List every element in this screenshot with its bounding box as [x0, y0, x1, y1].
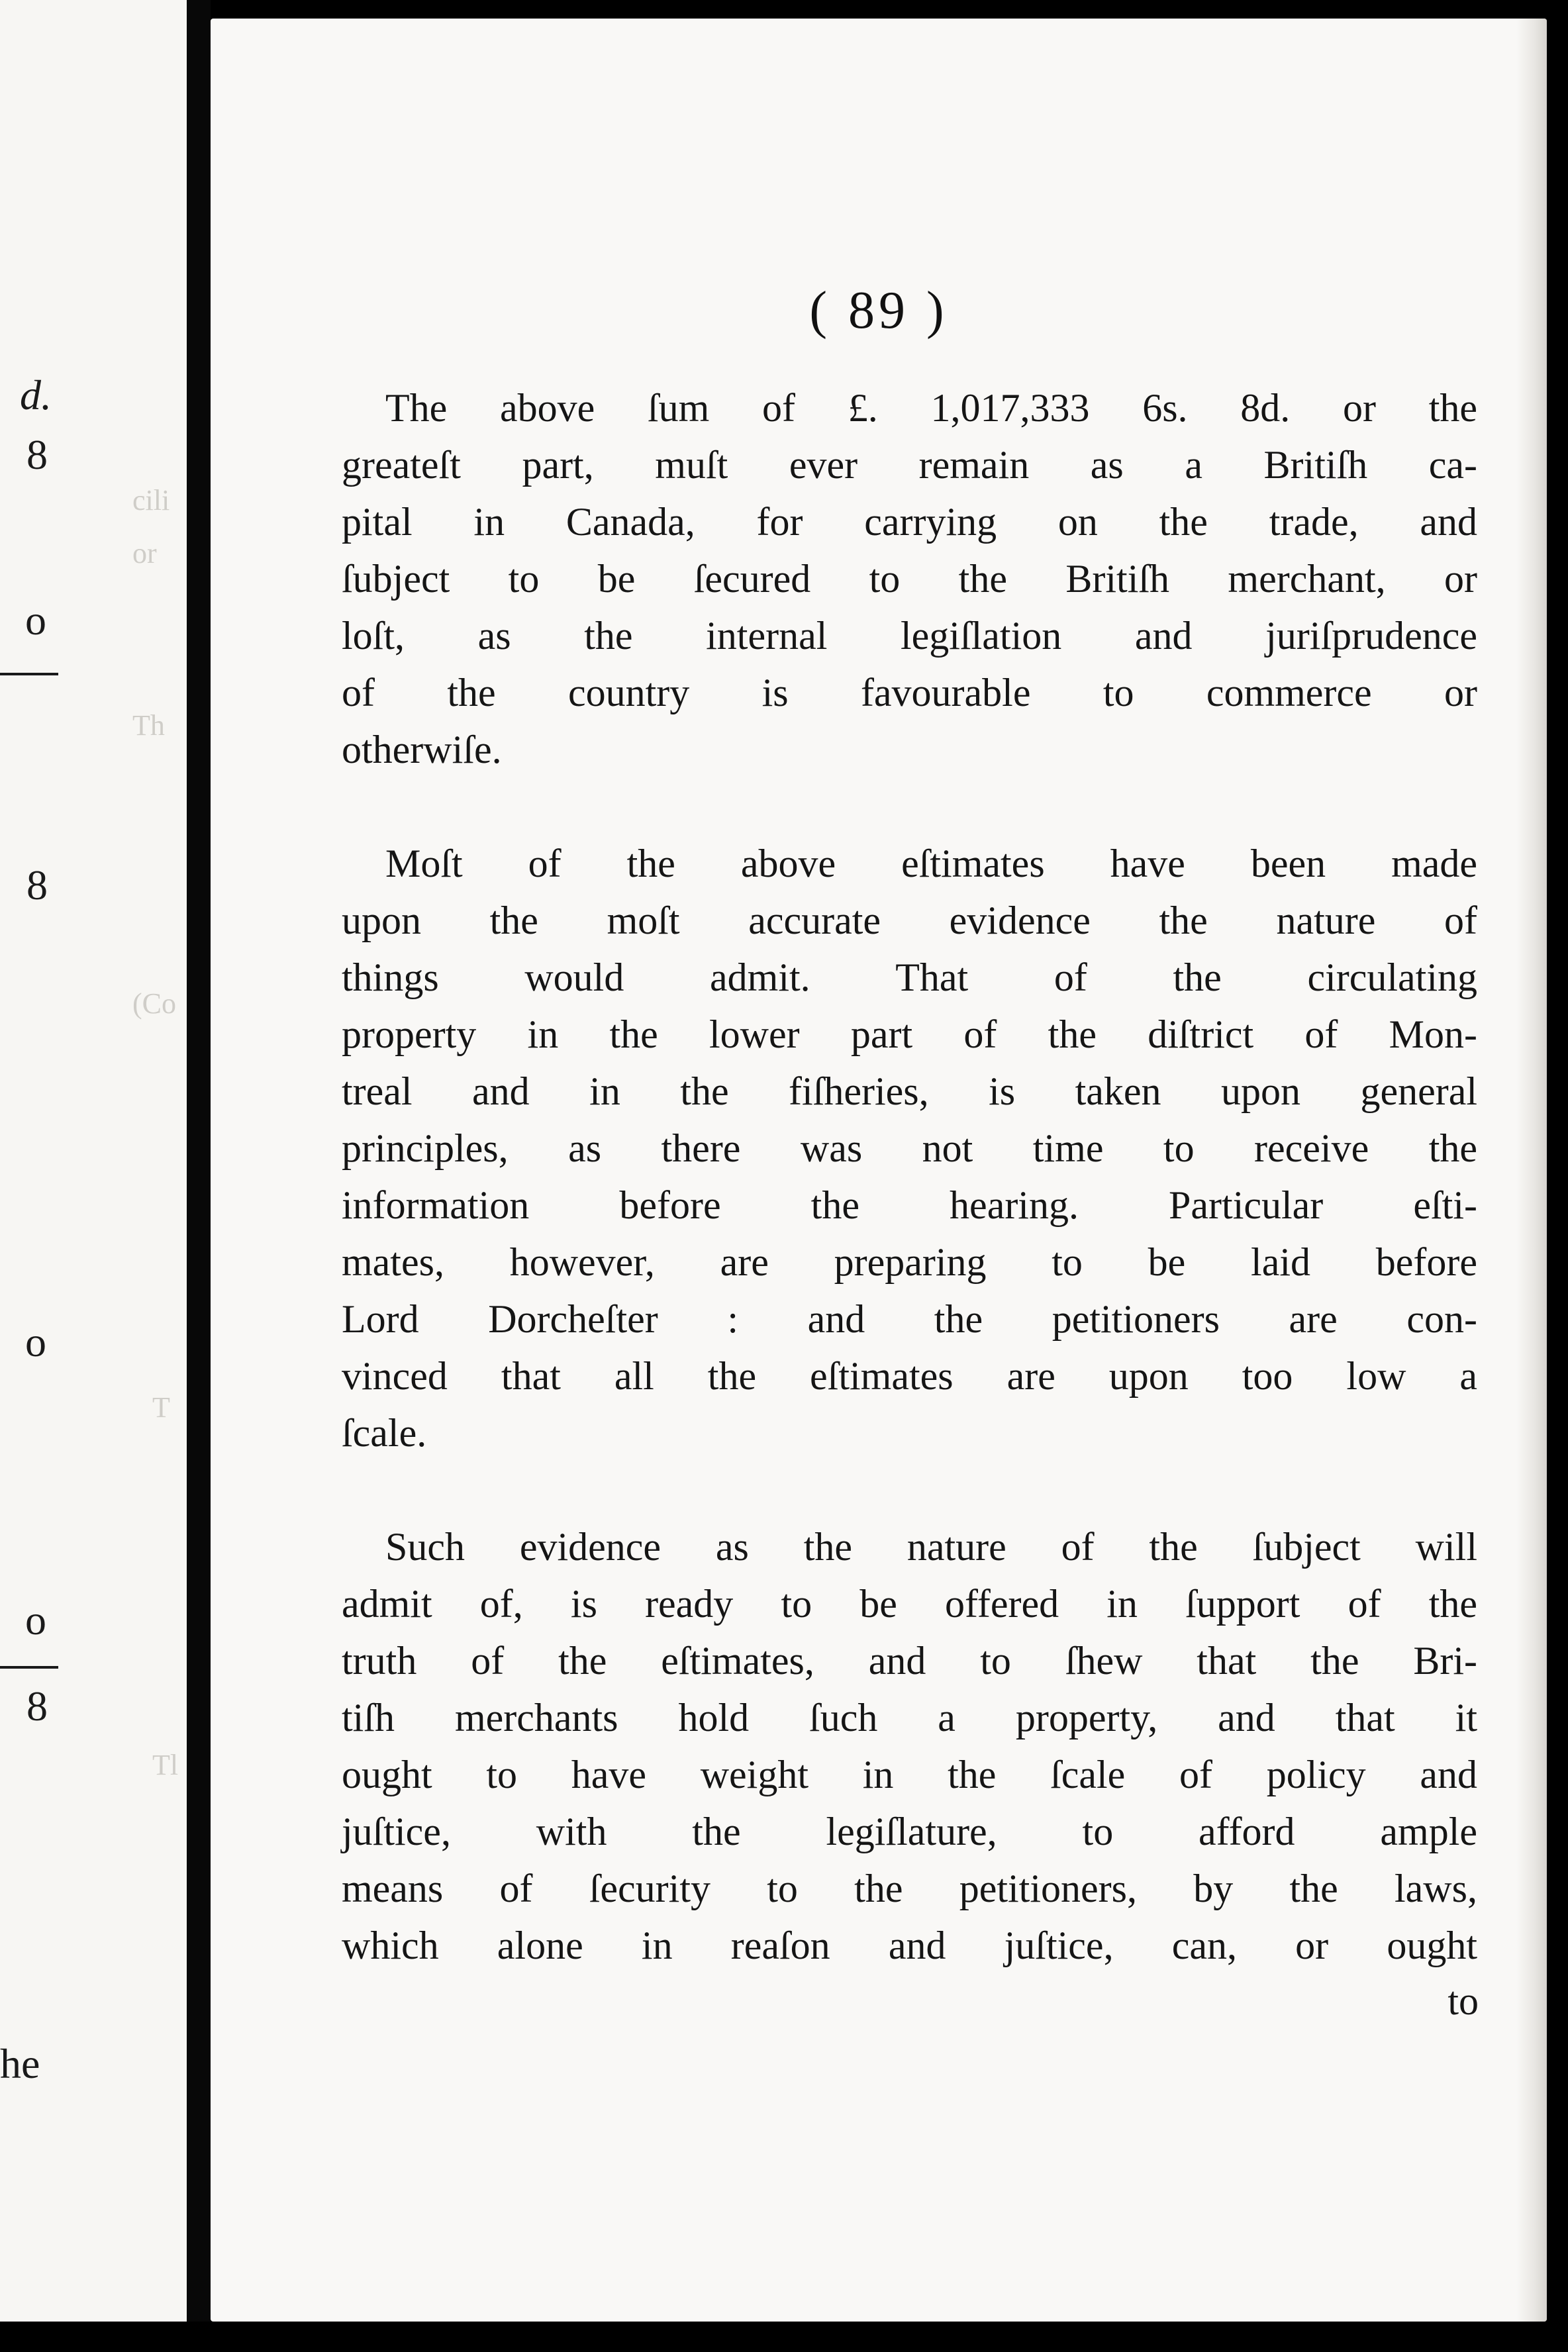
- text-line: property in the lower part of the diſtrict of Mon-: [342, 1012, 1477, 1056]
- text-line: admit of, is ready to be offered in ſupport of the: [342, 1582, 1477, 1626]
- text-line: loſt, as the internal legiſlation and juriſprudence: [342, 614, 1477, 658]
- text-line: otherwiſe.: [342, 728, 502, 771]
- text-line: juſtice, with the legiſlature, to afford ample: [342, 1810, 1477, 1853]
- text-line: vinced that all the eſtimates are upon too low a: [342, 1354, 1477, 1398]
- text-line: Lord Dorcheſter : and the petitioners are con-: [342, 1297, 1477, 1341]
- facing-fragment: 8: [26, 861, 48, 908]
- facing-ghost-text: (Co: [132, 987, 176, 1020]
- paragraph-1: [342, 379, 1477, 778]
- facing-fragment: 8: [26, 431, 48, 478]
- facing-fragment: o: [25, 597, 46, 644]
- paragraph-3: [342, 1518, 1477, 1974]
- text-line: truth of the eſtimates, and to ſhew that the Bri-: [342, 1639, 1477, 1683]
- text-line: greateſt part, muſt ever remain as a Britiſh ca-: [342, 443, 1477, 487]
- facing-fragment: 8: [26, 1683, 48, 1730]
- text-line: principles, as there was not time to receive the: [342, 1126, 1477, 1170]
- text-line: ought to have weight in the ſcale of policy and: [342, 1753, 1477, 1796]
- text-line: treal and in the fiſheries, is taken upon general: [342, 1069, 1477, 1113]
- text-line: pital in Canada, for carrying on the trade, and: [342, 500, 1477, 544]
- text-line: things would admit. That of the circulating: [342, 956, 1477, 999]
- scan-bottom-border: [0, 2322, 1568, 2352]
- facing-ghost-text: Th: [132, 709, 165, 742]
- facing-fragment: o: [25, 1318, 46, 1365]
- facing-page-edge: [0, 0, 187, 2352]
- text-line: upon the moſt accurate evidence the nature of: [342, 899, 1477, 942]
- text-line: mates, however, are preparing to be laid before: [342, 1240, 1477, 1284]
- facing-fragment: he: [0, 2040, 40, 2087]
- facing-ghost-text: Tl: [152, 1749, 179, 1781]
- text-line: tiſh merchants hold ſuch a property, and that it: [342, 1696, 1477, 1740]
- facing-rule: [0, 1666, 58, 1669]
- paragraph-2: [342, 835, 1477, 1461]
- facing-ghost-text: cili: [132, 484, 170, 516]
- facing-ghost-text: or: [132, 537, 157, 569]
- text-line: Moſt of the above eſtimates have been made: [385, 842, 1477, 885]
- text-line: information before the hearing. Particular eſti-: [342, 1183, 1477, 1227]
- page-edge-shadow: [1516, 19, 1547, 2322]
- facing-rule: [0, 673, 58, 675]
- text-line: The above ſum of £. 1,017,333 6s. 8d. or the: [385, 386, 1477, 430]
- book-page: [211, 19, 1547, 2322]
- text-line: Such evidence as the nature of the ſubject will: [385, 1525, 1477, 1569]
- facing-fragment: d.: [20, 371, 52, 418]
- facing-ghost-text: T: [152, 1391, 170, 1424]
- text-line: which alone in reaſon and juſtice, can, or ought: [342, 1924, 1477, 1967]
- page-number: ( 89 ): [809, 281, 948, 340]
- catchword: to: [1447, 1979, 1479, 2023]
- text-line: ſubject to be ſecured to the Britiſh merchant, or: [342, 557, 1477, 601]
- binding-gutter: [187, 0, 211, 2352]
- facing-fragment: o: [25, 1596, 46, 1643]
- text-line: of the country is favourable to commerce or: [342, 671, 1477, 714]
- text-line: means of ſecurity to the petitioners, by the laws,: [342, 1867, 1477, 1910]
- body-text: [342, 379, 1477, 2031]
- text-line: ſcale.: [342, 1411, 427, 1455]
